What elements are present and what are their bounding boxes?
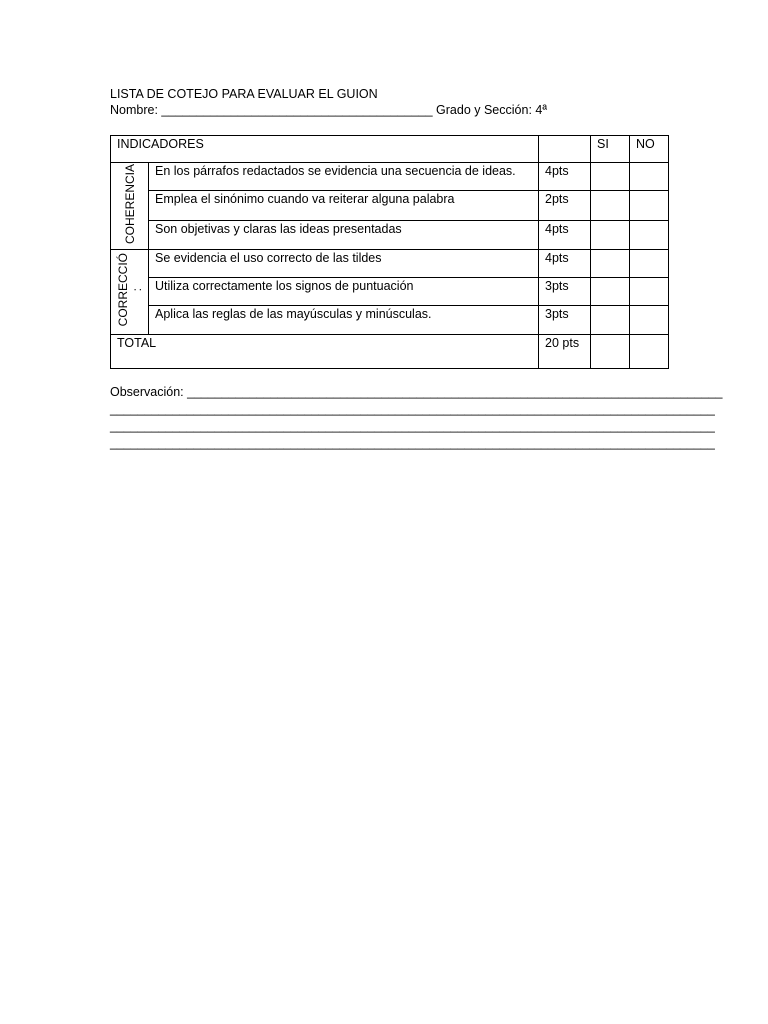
si-checkbox-cell[interactable] bbox=[591, 163, 630, 191]
no-checkbox-cell[interactable] bbox=[630, 191, 669, 221]
checklist-table bbox=[110, 135, 669, 369]
grade-label: Grado y Sección: 4ª bbox=[436, 103, 547, 117]
table-row bbox=[111, 250, 669, 278]
observation-line-2: _______________________________________________________________________________________ bbox=[110, 402, 715, 416]
table-row bbox=[111, 163, 669, 191]
si-checkbox-cell[interactable] bbox=[591, 221, 630, 250]
name-label: Nombre: bbox=[110, 103, 158, 117]
indicator-cell: Utiliza correctamente los signos de puntuación bbox=[149, 278, 539, 306]
points-cell: 3pts bbox=[539, 306, 591, 335]
points-cell: 4pts bbox=[539, 163, 591, 191]
observation-label: Observación: bbox=[110, 385, 184, 399]
group-label-coherencia: COHERENCIA bbox=[111, 163, 149, 250]
indicator-cell: Aplica las reglas de las mayúsculas y minúsculas. bbox=[149, 306, 539, 335]
points-cell: 2pts bbox=[539, 191, 591, 221]
observation-section bbox=[110, 384, 723, 452]
document-title: LISTA DE COTEJO PARA EVALUAR EL GUION bbox=[110, 87, 378, 101]
header-points bbox=[539, 136, 591, 163]
indicator-cell: Son objetivas y claras las ideas presentadas bbox=[149, 221, 539, 250]
indicator-cell: Se evidencia el uso correcto de las tildes bbox=[149, 250, 539, 278]
si-checkbox-cell[interactable] bbox=[591, 191, 630, 221]
header-no: NO bbox=[630, 136, 669, 163]
observation-line-1: Observación: _____________________________________________________________________________ bbox=[110, 385, 723, 399]
points-cell: 4pts bbox=[539, 250, 591, 278]
indicator-cell: Emplea el sinónimo cuando va reiterar alguna palabra bbox=[149, 191, 539, 221]
total-row bbox=[111, 335, 669, 369]
no-checkbox-cell[interactable] bbox=[630, 221, 669, 250]
no-checkbox-cell[interactable] bbox=[630, 250, 669, 278]
table-header-row bbox=[111, 136, 669, 163]
observation-line-3: _______________________________________________________________________________________ bbox=[110, 419, 715, 433]
no-checkbox-cell[interactable] bbox=[630, 306, 669, 335]
table-row bbox=[111, 278, 669, 306]
observation-line-4: _______________________________________________________________________________________ bbox=[110, 436, 715, 450]
si-checkbox-cell[interactable] bbox=[591, 335, 630, 369]
points-cell: 4pts bbox=[539, 221, 591, 250]
table-row bbox=[111, 191, 669, 221]
name-blank: _______________________________________ bbox=[161, 103, 433, 117]
header-indicators: INDICADORES bbox=[111, 136, 539, 163]
no-checkbox-cell[interactable] bbox=[630, 278, 669, 306]
no-checkbox-cell[interactable] bbox=[630, 335, 669, 369]
header-si: SI bbox=[591, 136, 630, 163]
name-line bbox=[110, 103, 547, 117]
si-checkbox-cell[interactable] bbox=[591, 306, 630, 335]
points-cell: 3pts bbox=[539, 278, 591, 306]
si-checkbox-cell[interactable] bbox=[591, 278, 630, 306]
si-checkbox-cell[interactable] bbox=[591, 250, 630, 278]
table-row bbox=[111, 306, 669, 335]
total-points: 20 pts bbox=[539, 335, 591, 369]
table-row bbox=[111, 221, 669, 250]
indicator-cell: En los párrafos redactados se evidencia una secuencia de ideas. bbox=[149, 163, 539, 191]
group-label-correccion: CORRECCIÓ : bbox=[111, 250, 149, 335]
total-label: TOTAL bbox=[111, 335, 539, 369]
no-checkbox-cell[interactable] bbox=[630, 163, 669, 191]
